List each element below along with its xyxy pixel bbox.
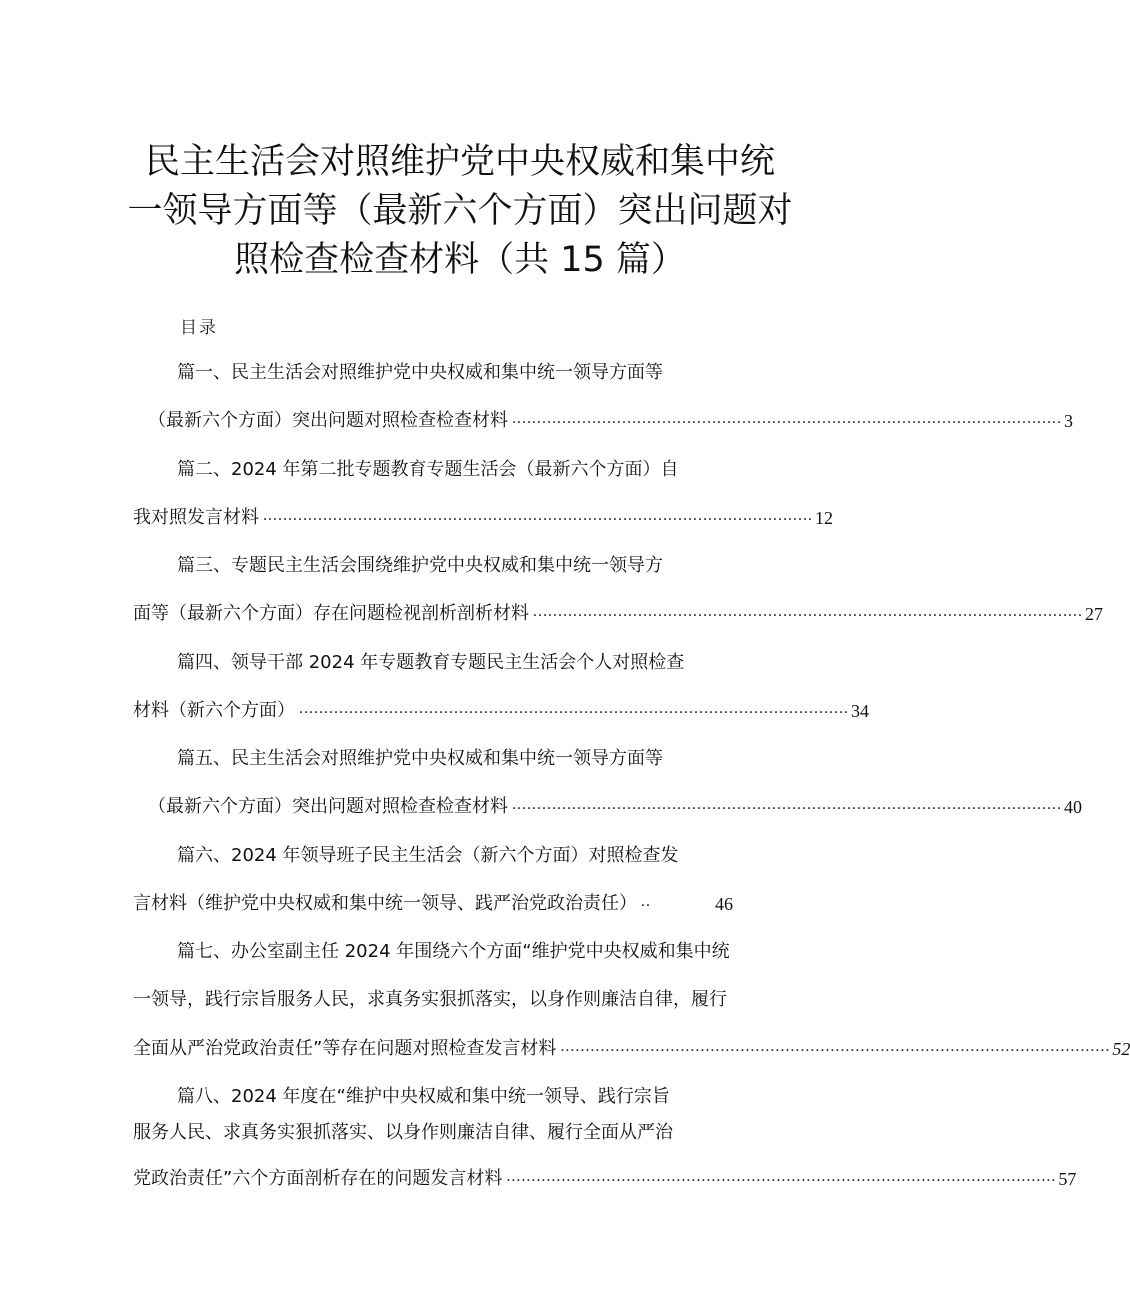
title-line-1: 民主生活会对照维护党中央权威和集中统: [144, 142, 775, 182]
toc-leader-dots: ..: [641, 893, 651, 910]
toc-leader-dots: ..............................................................................................................: [560, 1038, 1111, 1055]
title-line-2: 一领导方面等（最新六个方面）突出问题对: [127, 191, 793, 231]
title-line-3: 照检查检查材料（共 15 篇）: [234, 240, 686, 280]
toc-entry-6-line-2[interactable]: 言材料（维护党中央权威和集中统一领导、践严治党政治责任） .. 46: [133, 891, 733, 917]
toc-leader-dots: ..............................................................................................................: [299, 700, 849, 717]
toc-leader-dots: ..............................................................................................................: [512, 796, 1062, 813]
toc-entry-8-line-1[interactable]: 篇八、2024 年度在“维护中央权威和集中统一领导、践行宗旨: [177, 1086, 670, 1107]
toc-page-number: 34: [851, 701, 869, 721]
toc-entry-2-line-2[interactable]: 我对照发言材料 .............................................................................................................. 12: [133, 505, 768, 531]
toc-page-number: 52: [1112, 1039, 1130, 1059]
toc-entry-8-line-3[interactable]: 党政治责任”六个方面剖析存在的问题发言材料 .............................................................................................................. 57: [133, 1166, 768, 1192]
toc-entry-3-line-1[interactable]: 篇三、专题民主生活会围绕维护党中央权威和集中统一领导方: [177, 555, 663, 576]
toc-entry-2-line-1[interactable]: 篇二、2024 年第二批专题教育专题生活会（最新六个方面）自: [177, 459, 679, 480]
toc-entry-6-line-1[interactable]: 篇六、2024 年领导班子民主生活会（新六个方面）对照检查发: [177, 845, 679, 866]
toc-entry-7-line-3[interactable]: 全面从严治党政治责任”等存在问题对照检查发言材料 .............................................................................................................. 52: [133, 1036, 778, 1062]
toc-entry-8-line-2[interactable]: 服务人民、求真务实狠抓落实、以身作则廉洁自律、履行全面从严治: [133, 1122, 673, 1143]
toc-entry-5-line-1[interactable]: 篇五、民主生活会对照维护党中央权威和集中统一领导方面等: [177, 748, 663, 769]
toc-heading: 目录: [180, 318, 218, 338]
toc-leader-dots: ..............................................................................................................: [506, 1168, 1057, 1185]
toc-entry-4-line-1[interactable]: 篇四、领导干部 2024 年专题教育专题民主生活会个人对照检查: [177, 652, 685, 673]
toc-entry-3-line-2[interactable]: 面等（最新六个方面）存在问题检视剖析剖析材料 .............................................................................................................. 27: [133, 601, 768, 627]
toc-leader-dots: ..............................................................................................................: [263, 507, 813, 524]
toc-entry-7-line-2[interactable]: 一领导，践行宗旨服务人民，求真务实狠抓落实，以身作则廉洁自律，履行: [133, 989, 727, 1010]
toc-page-number: 27: [1085, 604, 1103, 624]
toc-leader-dots: ..............................................................................................................: [533, 603, 1083, 620]
toc-entry-4-line-2[interactable]: 材料（新六个方面） .............................................................................................................. 34: [133, 698, 768, 724]
document-title: [120, 138, 800, 285]
toc-entry-1-line-2[interactable]: （最新六个方面）突出问题对照检查检查材料 .............................................................................................................. 3: [148, 408, 764, 434]
toc-entry-5-line-2[interactable]: （最新六个方面）突出问题对照检查检查材料 .............................................................................................................. 40: [148, 794, 772, 820]
toc-page-number: 57: [1058, 1169, 1077, 1189]
toc-page-number: 40: [1064, 797, 1082, 817]
toc-leader-dots: ..............................................................................................................: [512, 410, 1062, 427]
toc-entry-7-line-1[interactable]: 篇七、办公室副主任 2024 年围绕六个方面“维护党中央权威和集中统: [177, 941, 730, 962]
toc-entry-1-line-1[interactable]: 篇一、民主生活会对照维护党中央权威和集中统一领导方面等: [177, 362, 663, 383]
toc-page-number: 3: [1064, 411, 1073, 431]
toc-page-number: 12: [815, 508, 833, 528]
toc-page-number: 46: [715, 894, 733, 914]
